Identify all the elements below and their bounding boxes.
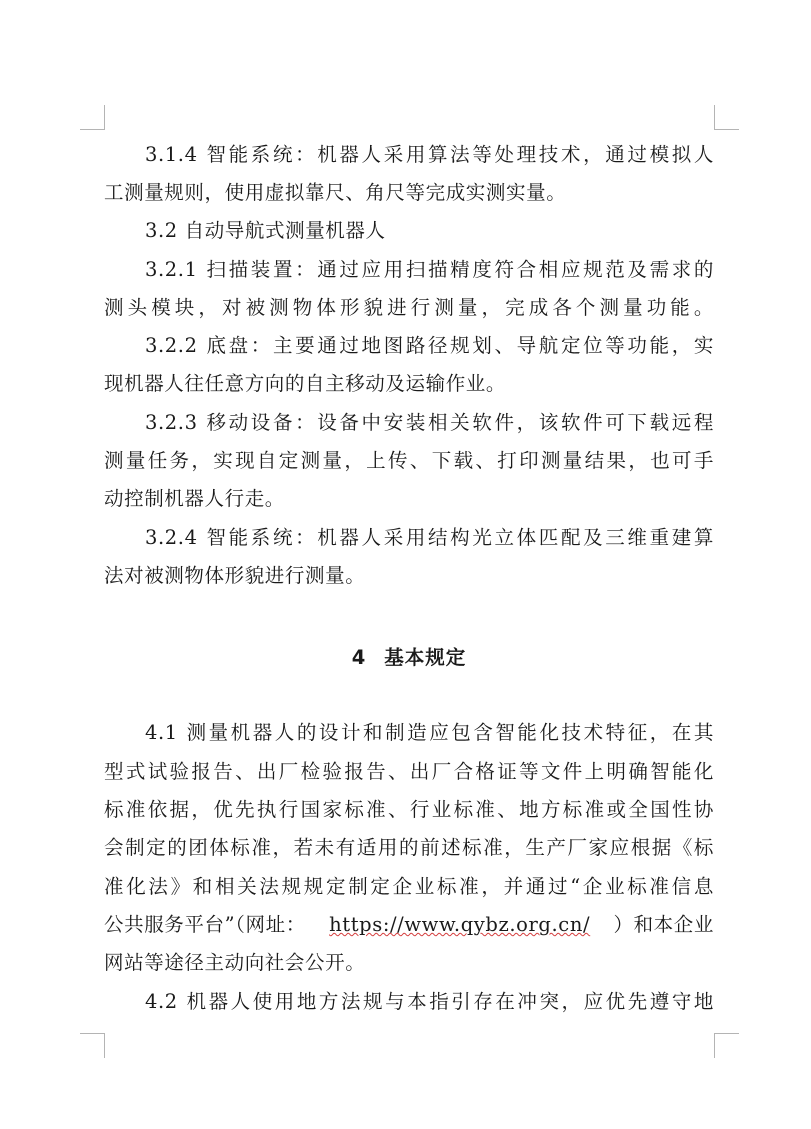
paragraph-line: 现机器人往任意方向的自主移动及运输作业。 — [104, 372, 507, 395]
paragraph-line: 准化法》和相关法规规定制定企业标准，并通过“企业标准信息 — [104, 875, 714, 898]
paragraph-line: 测量任务，实现自定测量，上传、下载、打印测量结果，也可手 — [104, 449, 714, 472]
paragraph-text: 公共服务平台”（网址： — [104, 913, 306, 936]
paragraph-line: 法对被测物体形貌进行测量。 — [104, 564, 366, 587]
paragraph-line: 测头模块，对被测物体形貌进行测量，完成各个测量功能。 — [104, 296, 714, 319]
section-heading — [104, 646, 714, 670]
paragraph-line: 3.2.4 智能系统：机器人采用结构光立体匹配及三维重建算 — [145, 526, 714, 549]
section-title: 基本规定 — [384, 646, 467, 669]
margin-corner-top-right — [714, 105, 739, 130]
paragraph-line: 3.1.4 智能系统：机器人采用算法等处理技术，通过模拟人 — [145, 143, 714, 166]
paragraph-line: 网站等途径主动向社会公开。 — [104, 951, 366, 974]
section-number: 4 — [351, 646, 367, 669]
paragraph-line: 3.2.1 扫描装置：通过应用扫描精度符合相应规范及需求的 — [145, 258, 714, 281]
paragraph-line: 4.1 测量机器人的设计和制造应包含智能化技术特征，在其 — [145, 721, 714, 744]
paragraph-line: 3.2 自动导航式测量机器人 — [145, 219, 386, 242]
paragraph-line: 标准依据，优先执行国家标准、行业标准、地方标准或全国性协 — [104, 798, 714, 821]
paragraph-line: 工测量规则，使用虚拟靠尺、角尺等完成实测实量。 — [104, 181, 567, 204]
margin-corner-bottom-right — [714, 1033, 739, 1058]
paragraph-line: 4.2 机器人使用地方法规与本指引存在冲突，应优先遵守地 — [145, 990, 714, 1013]
paragraph-line: 动控制机器人行走。 — [104, 487, 285, 510]
paragraph-line: 3.2.3 移动设备：设备中安装相关软件，该软件可下载远程 — [145, 411, 714, 434]
paragraph-line: 型式试验报告、出厂检验报告、出厂合格证等文件上明确智能化 — [104, 760, 714, 783]
paragraph-line: 会制定的团体标准，若未有适用的前述标准，生产厂家应根据《标 — [104, 836, 714, 859]
margin-corner-bottom-left — [80, 1033, 105, 1058]
margin-corner-top-left — [80, 105, 105, 130]
website-url-link[interactable]: https://www.qybz.org.cn/ — [329, 913, 591, 936]
paragraph-line-with-url — [104, 913, 714, 937]
paragraph-line: 3.2.2 底盘：主要通过地图路径规划、导航定位等功能，实 — [145, 334, 714, 357]
paragraph-text: ）和本企业 — [613, 913, 714, 936]
